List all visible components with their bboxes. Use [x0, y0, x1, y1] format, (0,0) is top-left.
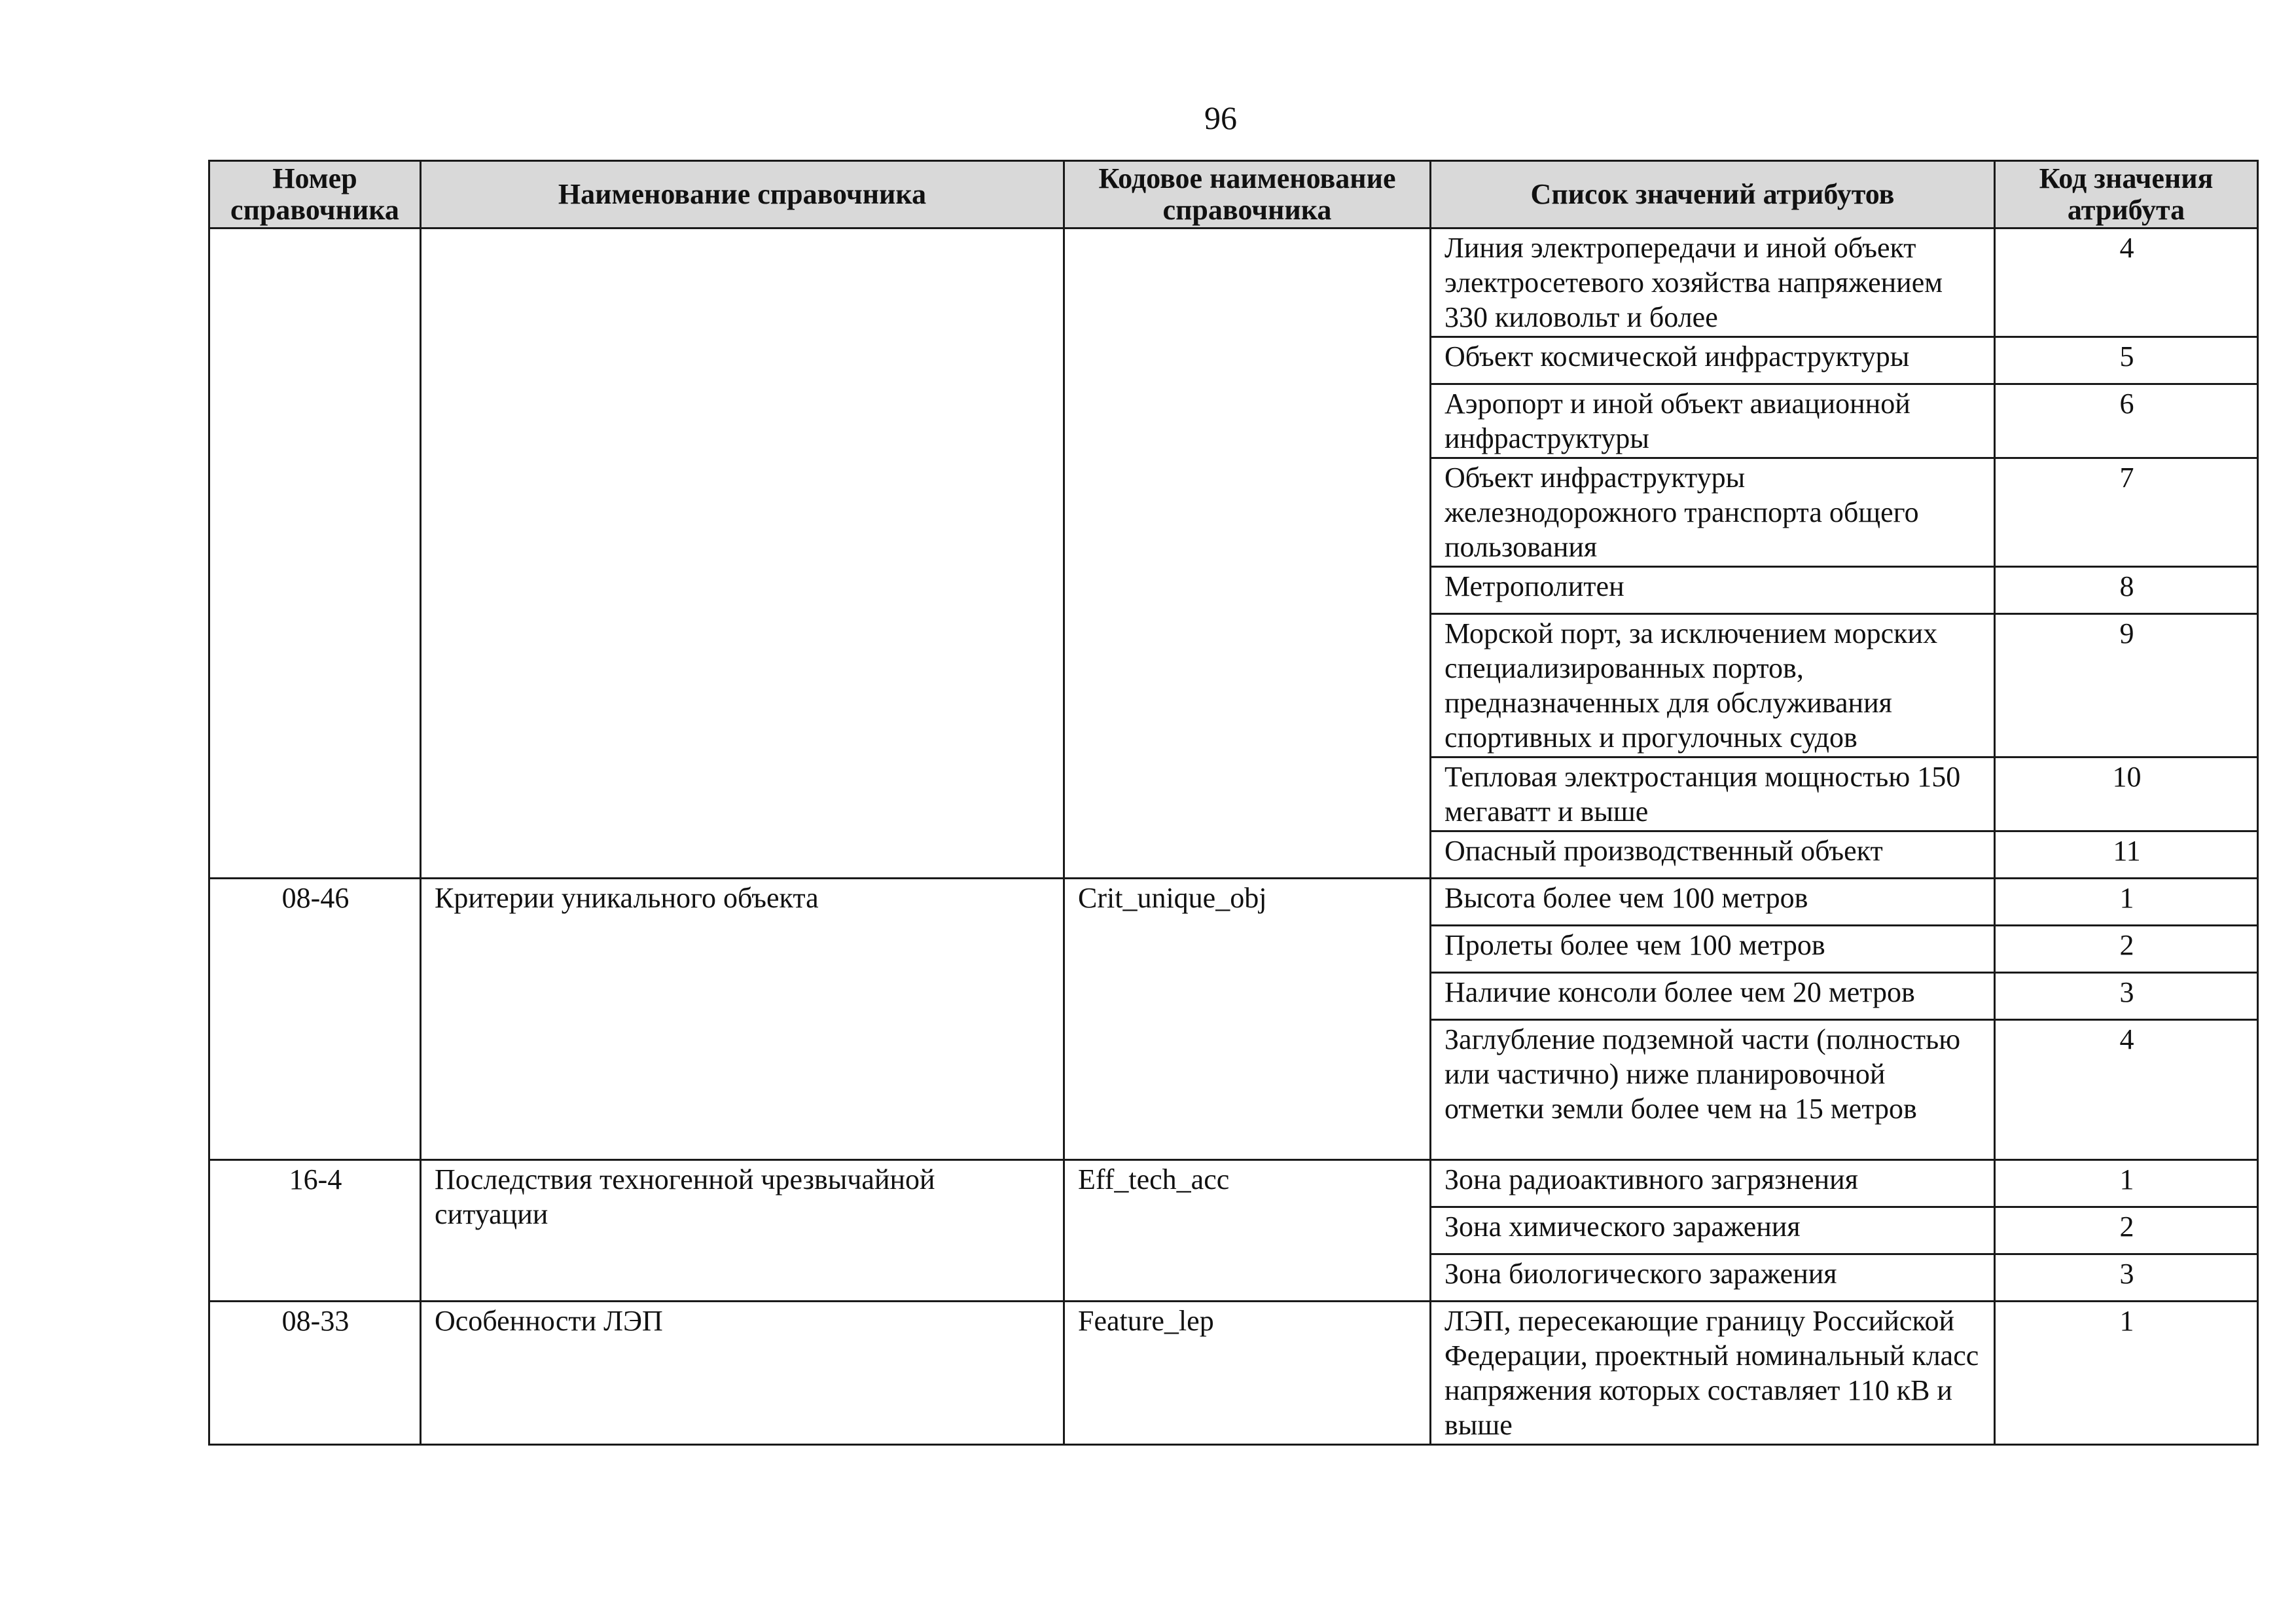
header-value-code: Код значения атрибута: [1995, 161, 2258, 228]
ref-name-cell: Особенности ЛЭП: [421, 1302, 1064, 1445]
ref-number-cell: [209, 228, 421, 879]
attribute-value-cell: Линия электропередачи и иной объект электросетевого хозяйства напряжением 330 киловольт и более: [1431, 228, 1995, 337]
table-row: [209, 1160, 2258, 1207]
attribute-value-cell: Зона химического заражения: [1431, 1207, 1995, 1254]
attribute-value-cell: Объект инфраструктуры железнодорожного транспорта общего пользования: [1431, 458, 1995, 567]
header-name: Наименование справочника: [421, 161, 1064, 228]
attribute-code-cell: 8: [1995, 567, 2258, 614]
table-row: [209, 1302, 2258, 1445]
page-number: 96: [1204, 100, 1237, 136]
attribute-value-cell: Зона биологического заражения: [1431, 1254, 1995, 1302]
attribute-code-cell: 4: [1995, 1020, 2258, 1160]
attribute-code-cell: 3: [1995, 973, 2258, 1020]
header-code-name: Кодовое наименование справочника: [1064, 161, 1431, 228]
attribute-value-cell: Высота более чем 100 метров: [1431, 879, 1995, 926]
ref-number-cell: 16-4: [209, 1160, 421, 1302]
header-values-list: Список значений атрибутов: [1431, 161, 1995, 228]
table-row: [209, 879, 2258, 926]
attribute-code-cell: 10: [1995, 757, 2258, 831]
attribute-code-cell: 9: [1995, 614, 2258, 757]
attribute-value-cell: Зона радиоактивного загрязнения: [1431, 1160, 1995, 1207]
attribute-value-cell: Пролеты более чем 100 метров: [1431, 926, 1995, 973]
ref-name-cell: Последствия техногенной чрезвычайной ситуации: [421, 1160, 1064, 1302]
attribute-value-cell: Наличие консоли более чем 20 метров: [1431, 973, 1995, 1020]
header-number: Номер справочника: [209, 161, 421, 228]
reference-table: [208, 160, 2259, 1446]
attribute-value-cell: ЛЭП, пересекающие границу Российской Федерации, проектный номинальный класс напряжения которых составляет 110 кВ и выше: [1431, 1302, 1995, 1445]
attribute-code-cell: 1: [1995, 1302, 2258, 1445]
ref-code-name-cell: Crit_unique_obj: [1064, 879, 1431, 1160]
attribute-code-cell: 2: [1995, 926, 2258, 973]
attribute-code-cell: 5: [1995, 337, 2258, 384]
attribute-code-cell: 1: [1995, 879, 2258, 926]
attribute-value-cell: Объект космической инфраструктуры: [1431, 337, 1995, 384]
table-body: [209, 228, 2258, 1445]
attribute-value-cell: Морской порт, за исключением морских специализированных портов, предназначенных для обслуживания спортивных и прогулочных судов: [1431, 614, 1995, 757]
ref-code-name-cell: Feature_lep: [1064, 1302, 1431, 1445]
attribute-code-cell: 4: [1995, 228, 2258, 337]
header-row: [209, 161, 2258, 228]
ref-number-cell: 08-46: [209, 879, 421, 1160]
attribute-code-cell: 1: [1995, 1160, 2258, 1207]
attribute-code-cell: 3: [1995, 1254, 2258, 1302]
table-header: [209, 161, 2258, 228]
attribute-value-cell: Метрополитен: [1431, 567, 1995, 614]
attribute-code-cell: 2: [1995, 1207, 2258, 1254]
ref-name-cell: [421, 228, 1064, 879]
attribute-value-cell: Тепловая электростанция мощностью 150 мегаватт и выше: [1431, 757, 1995, 831]
table-row: [209, 228, 2258, 337]
attribute-code-cell: 11: [1995, 831, 2258, 879]
ref-number-cell: 08-33: [209, 1302, 421, 1445]
ref-code-name-cell: [1064, 228, 1431, 879]
attribute-value-cell: Опасный производственный объект: [1431, 831, 1995, 879]
ref-code-name-cell: Eff_tech_acc: [1064, 1160, 1431, 1302]
attribute-code-cell: 6: [1995, 384, 2258, 458]
attribute-value-cell: Заглубление подземной части (полностью или частично) ниже планировочной отметки земли более чем на 15 метров: [1431, 1020, 1995, 1160]
ref-name-cell: Критерии уникального объекта: [421, 879, 1064, 1160]
attribute-code-cell: 7: [1995, 458, 2258, 567]
attribute-value-cell: Аэропорт и иной объект авиационной инфраструктуры: [1431, 384, 1995, 458]
